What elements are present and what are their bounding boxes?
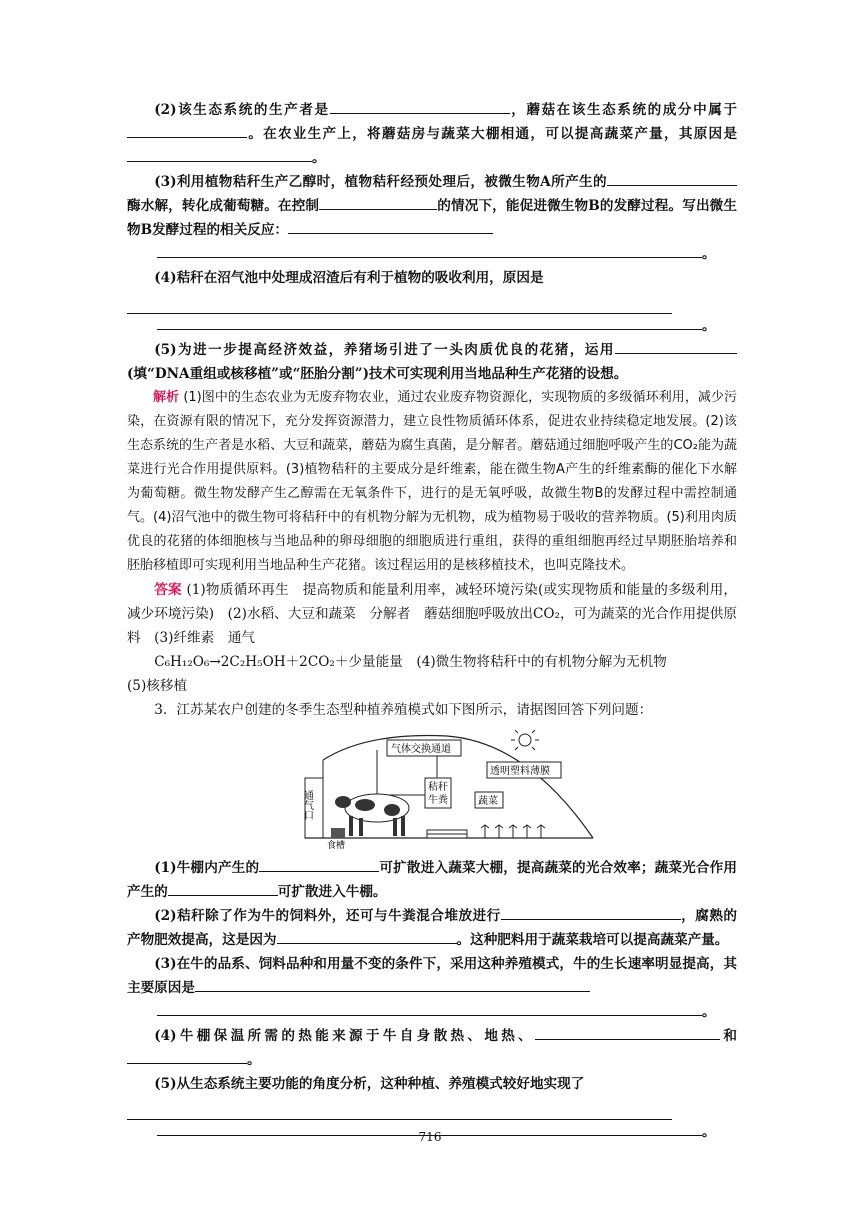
q2-part4: (4)秸秆在沼气池中处理成沼渣后有利于植物的吸收利用，原因是 [154,270,544,286]
answer-equation: C₆H₁₂O₆→2C₂H₅OH＋2CO₂＋少量能量 (4)微生物将秸秆中的有机物分解为无机物 [154,654,667,670]
answer [127,578,737,650]
page-number: 716 [418,1130,442,1144]
q3-part5-line: 。 [127,1120,737,1144]
document-body [127,98,737,1144]
answer-line [127,290,672,314]
q3-stem: 3．江苏某农户创建的冬季生态型种植养殖模式如下图所示，请据图回答下列问题： [154,702,653,718]
q3-part4: (4)牛棚保温所需的热能来源于牛自身散热、地热、 和。 [127,1024,737,1072]
greenhouse-illustration [297,730,597,850]
q3-part3: (3)在牛的品系、饲料品种和用量不变的条件下，采用这种养殖模式，牛的生长速率明显提高，其主要原因是 [127,956,737,996]
label-vent: 通气口 [301,790,313,820]
q2-part3-line: 。 [127,242,737,266]
answer-5: (5)核移植 [127,678,188,694]
answer-text: (1)物质循环再生 提高物质和能量利用率，减轻环境污染(或实现物质和能量的多级利用，减少环境污染) (2)水稻、大豆和蔬菜 分解者 蘑菇细胞呼吸放出CO₂，可为蔬菜的光合作用提供原料 (3)纤维素 通气 [127,582,738,646]
label-trough: 食槽 [327,841,346,850]
answer-label: 答案 [154,582,182,598]
label-vegetables: 蔬菜 [478,796,498,807]
analysis-label: 解析 [153,390,180,405]
label-manure: 牛粪 [428,795,448,806]
q2-part3: (3)利用植物秸秆生产乙醇时，植物秸秆经预处理后，被微生物A所产生的酶水解，转化成葡萄糖。在控制 的情况下，能促进微生物B的发酵过程。写出微生物B发酵过程的相关反应： [127,170,737,242]
q2-part2: (2)该生态系统的生产者是 ，蘑菇在该生态系统的成分中属于。在农业生产上，将蘑菇房与蔬菜大棚相通，可以提高蔬菜产量，其原因是。 [127,98,737,170]
answer-line [127,1096,672,1120]
label-film: 透明塑料薄膜 [490,766,550,777]
label-straw: 秸秆 [428,782,448,793]
ecosystem-diagram [297,730,597,850]
q2-part5: (5)为进一步提高经济效益，养猪场引进了一头肉质优良的花猪，运用(填“DNA重组或核移植”或“胚胎分割”)技术可实现利用当地品种生产花猪的设想。 [127,338,737,386]
q2-part4-line: 。 [127,314,737,338]
analysis [127,386,737,578]
q3-part2: (2)秸秆除了作为牛的饲料外，还可与牛粪混合堆放进行 ，腐熟的产物肥效提高，这是因为 。这种肥料用于蔬菜栽培可以提高蔬菜产量。 [127,904,737,952]
q3-part3-line: 。 [127,1000,737,1024]
q3-part1: (1)牛棚内产生的 可扩散进入蔬菜大棚，提高蔬菜的光合效率；蔬菜光合作用产生的 可扩散进入牛棚。 [127,856,737,904]
analysis-text: (1)图中的生态农业为无废弃物农业，通过农业废弃物资源化，实现物质的多级循环利用，减少污染，在资源有限的情况下，充分发挥资源潜力，建立良性物质循环体系，促进农业持续稳定地发展。(2)该生态系统的生产者是水稻、大豆和蔬菜，蘑菇为腐生真菌，是分解者。蘑菇通过细胞呼吸产生的CO₂能为蔬菜进行光合作用提供原料。(3)植物秸秆的主要成分是纤维素，能在微生物A产生的纤维素酶的催化下水解为葡萄糖。微生物发酵产生乙醇需在无氧条件下，进行的是无氧呼吸，故微生物B的发酵过程中需控制通气。(4)沼气池中的微生物可将秸秆中的有机物分解为无机物，成为植物易于吸收的营养物质。(5)利用肉质优良的花猪的体细胞核与当地品种的卵母细胞的细胞质进行重组，获得的重组细胞再经过早期胚胎培养和胚胎移植即可实现利用当地品种生产花猪。该过程运用的是核移植技术，也叫克隆技术。 [127,390,737,573]
label-gas-channel: 气体交换通道 [391,744,451,755]
q3-part5: (5)从生态系统主要功能的角度分析，这种种植、养殖模式较好地实现了 [154,1076,585,1092]
